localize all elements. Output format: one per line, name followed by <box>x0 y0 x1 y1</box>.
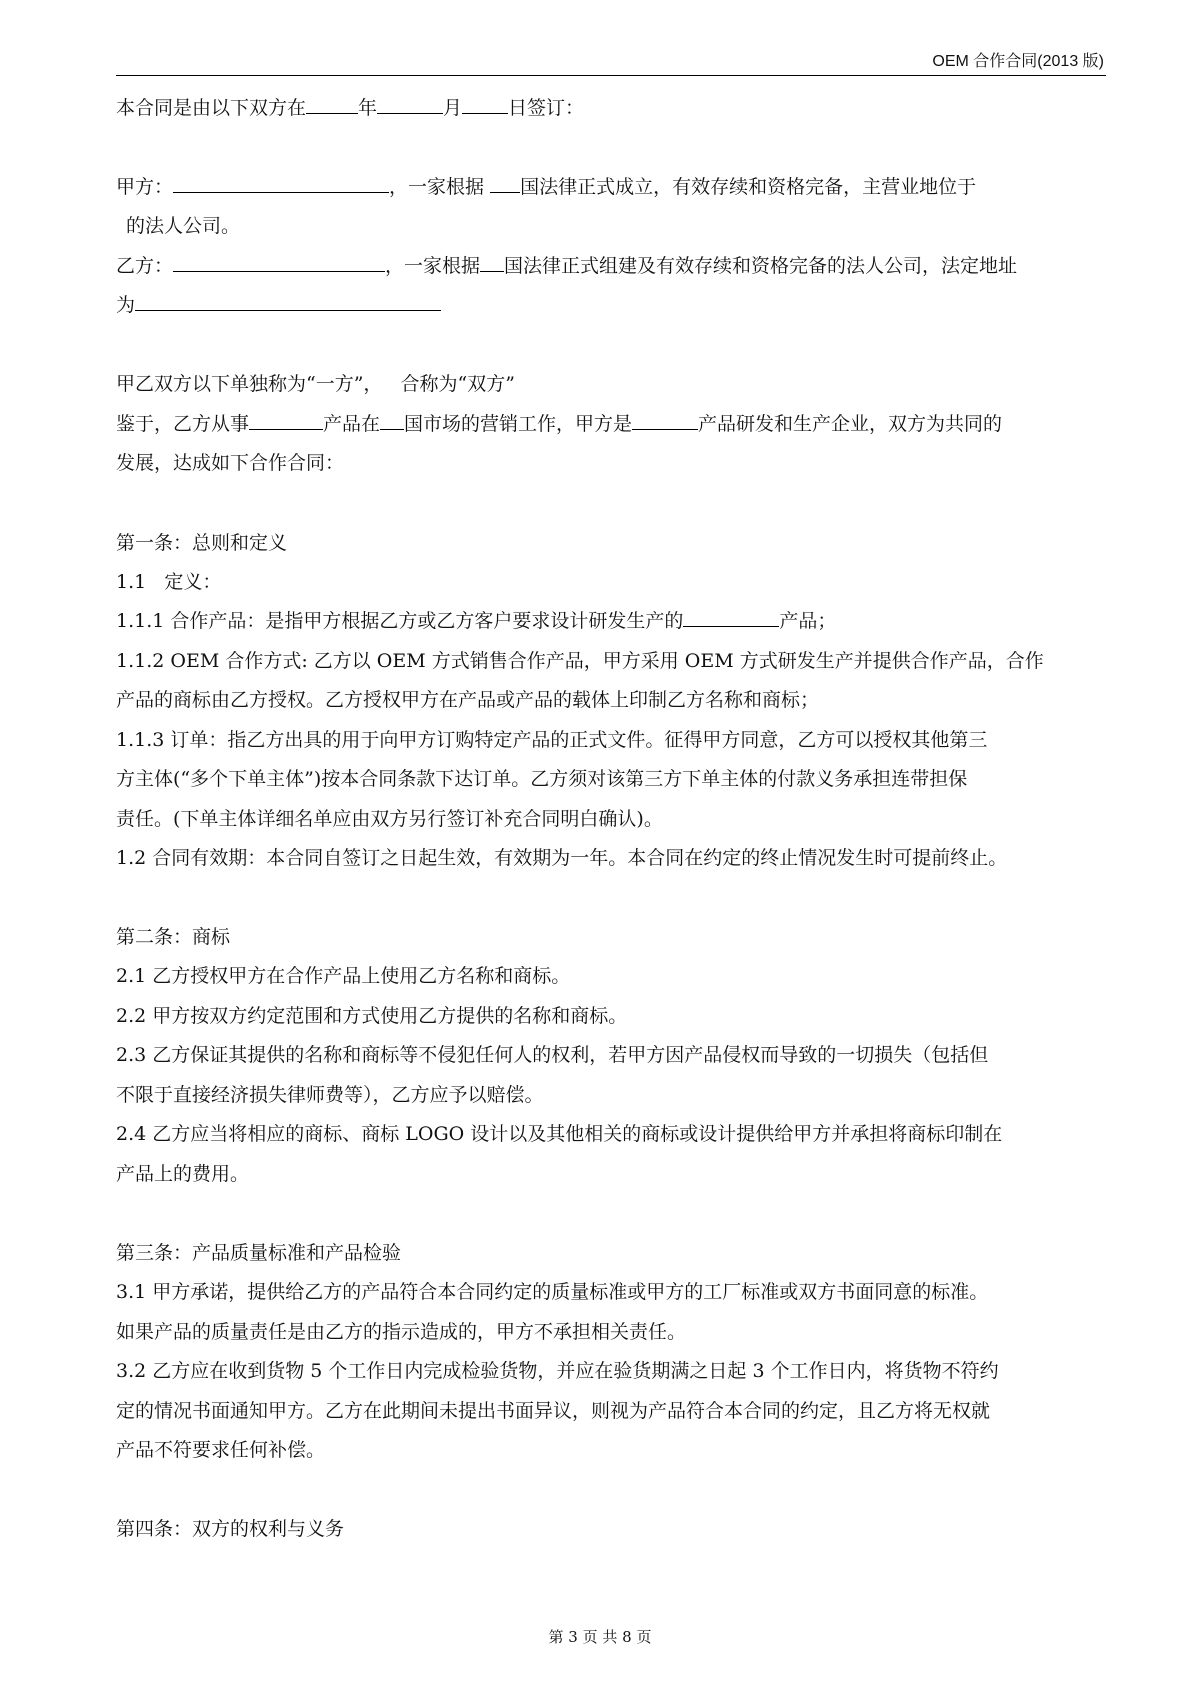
article-3-2-cont: 定的情况书面通知甲方。乙方在此期间未提出书面异议，则视为产品符合本合同的约定，且乙方将无权就 <box>116 1400 991 1422</box>
whereas-product-blank <box>249 411 323 430</box>
whereas-text-b: 产品在 <box>323 413 381 435</box>
party-a-label: 甲方： <box>116 176 174 198</box>
party-a-name-blank <box>173 174 389 193</box>
party-a-text-2: 国法律正式成立，有效存续和资格完备，主营业地位于 <box>520 176 977 198</box>
signing-text: 本合同是由以下双方在 <box>116 97 307 119</box>
article-1-1-1-text: 1.1.1 合作产品：是指甲方根据乙方或乙方客户要求设计研发生产的 <box>116 610 684 632</box>
parties-definition: 甲乙双方以下单独称为“一方”， 合称为“双方” <box>116 373 515 395</box>
article-3-1-cont: 如果产品的质量责任是由乙方的指示造成的，甲方不承担相关责任。 <box>116 1321 687 1343</box>
party-a-line <box>116 174 976 200</box>
article-1-1-3: 1.1.3 订单：指乙方出具的用于向甲方订购特定产品的正式文件。征得甲方同意，乙方可以授权其他第三 <box>116 729 988 751</box>
article-2-4-cont: 产品上的费用。 <box>116 1163 250 1185</box>
article-1-1-3-cont: 方主体(“多个下单主体”)按本合同条款下达订单。乙方须对该第三方下单主体的付款义务承担连带担保 <box>116 768 968 790</box>
article-1-1: 1.1 定义： <box>116 571 222 593</box>
article-1-title: 第一条：总则和定义 <box>116 532 288 554</box>
party-b-address-prefix: 为 <box>116 294 136 316</box>
article-1-1-1 <box>116 608 836 634</box>
party-b-line-2 <box>116 292 441 318</box>
party-a-country-blank <box>490 174 520 193</box>
article-1-1-3-cont-2: 责任。(下单主体详细名单应由双方另行签订补充合同明白确认)。 <box>116 808 663 830</box>
whereas-line-2: 发展，达成如下合作合同： <box>116 452 345 474</box>
article-1-2: 1.2 合同有效期：本合同自签订之日起生效，有效期为一年。本合同在约定的终止情况发生时可提前终止。 <box>116 847 1008 869</box>
year-blank <box>306 95 358 114</box>
whereas-country-blank <box>380 411 404 430</box>
day-blank <box>462 95 508 114</box>
header-divider <box>116 75 1106 76</box>
party-b-address-blank <box>135 292 441 311</box>
signing-date-line <box>116 95 584 121</box>
document-header-title: OEM 合作合同(2013 版) <box>932 53 1104 70</box>
party-b-label: 乙方： <box>116 255 174 277</box>
article-2-1: 2.1 乙方授权甲方在合作产品上使用乙方名称和商标。 <box>116 965 571 987</box>
whereas-line <box>116 411 1002 437</box>
article-3-2: 3.2 乙方应在收到货物 5 个工作日内完成检验货物，并应在验货期满之日起 3 个工作日内，将货物不符约 <box>116 1360 999 1382</box>
party-b-text: ，一家根据 <box>385 255 481 277</box>
party-a-line-2: 的法人公司。 <box>126 215 241 237</box>
month-blank <box>377 95 443 114</box>
article-4-title: 第四条：双方的权利与义务 <box>116 1518 345 1540</box>
whereas-text-d: 产品研发和生产企业，双方为共同的 <box>698 413 1003 435</box>
article-2-title: 第二条：商标 <box>116 926 231 948</box>
article-3-title: 第三条：产品质量标准和产品检验 <box>116 1242 402 1264</box>
day-label: 日签订： <box>508 97 585 119</box>
article-3-2-cont-2: 产品不符要求任何补偿。 <box>116 1439 326 1461</box>
coop-product-blank <box>683 608 779 627</box>
article-2-2: 2.2 甲方按双方约定范围和方式使用乙方提供的名称和商标。 <box>116 1005 628 1027</box>
month-label: 月 <box>443 97 463 119</box>
article-1-1-2: 1.1.2 OEM 合作方式: 乙方以 OEM 方式销售合作产品，甲方采用 OEM 方式研发生产并提供合作产品，合作 <box>116 650 1044 672</box>
article-1-1-2-cont: 产品的商标由乙方授权。乙方授权甲方在产品或产品的载体上印制乙方名称和商标； <box>116 689 820 711</box>
page-number: 第 3 页 共 8 页 <box>548 1628 652 1646</box>
whereas-product-blank-2 <box>632 411 698 430</box>
whereas-text-a: 鉴于，乙方从事 <box>116 413 250 435</box>
whereas-text-c: 国市场的营销工作，甲方是 <box>404 413 633 435</box>
party-b-text-2: 国法律正式组建及有效存续和资格完备的法人公司，法定地址 <box>504 255 1018 277</box>
article-1-1-1-suffix: 产品； <box>779 610 837 632</box>
article-2-3-cont: 不限于直接经济损失律师费等），乙方应予以赔偿。 <box>116 1084 544 1106</box>
article-3-1: 3.1 甲方承诺，提供给乙方的产品符合本合同约定的质量标准或甲方的工厂标准或双方书面同意的标准。 <box>116 1281 989 1303</box>
article-2-4: 2.4 乙方应当将相应的商标、商标 LOGO 设计以及其他相关的商标或设计提供给甲方并承担将商标印制在 <box>116 1123 1003 1145</box>
year-label: 年 <box>358 97 378 119</box>
party-b-country-blank <box>480 253 504 272</box>
party-b-line <box>116 253 1017 279</box>
article-2-3: 2.3 乙方保证其提供的名称和商标等不侵犯任何人的权利，若甲方因产品侵权而导致的一切损失（包括但 <box>116 1044 989 1066</box>
party-a-text: ，一家根据 <box>389 176 491 198</box>
party-b-name-blank <box>173 253 385 272</box>
